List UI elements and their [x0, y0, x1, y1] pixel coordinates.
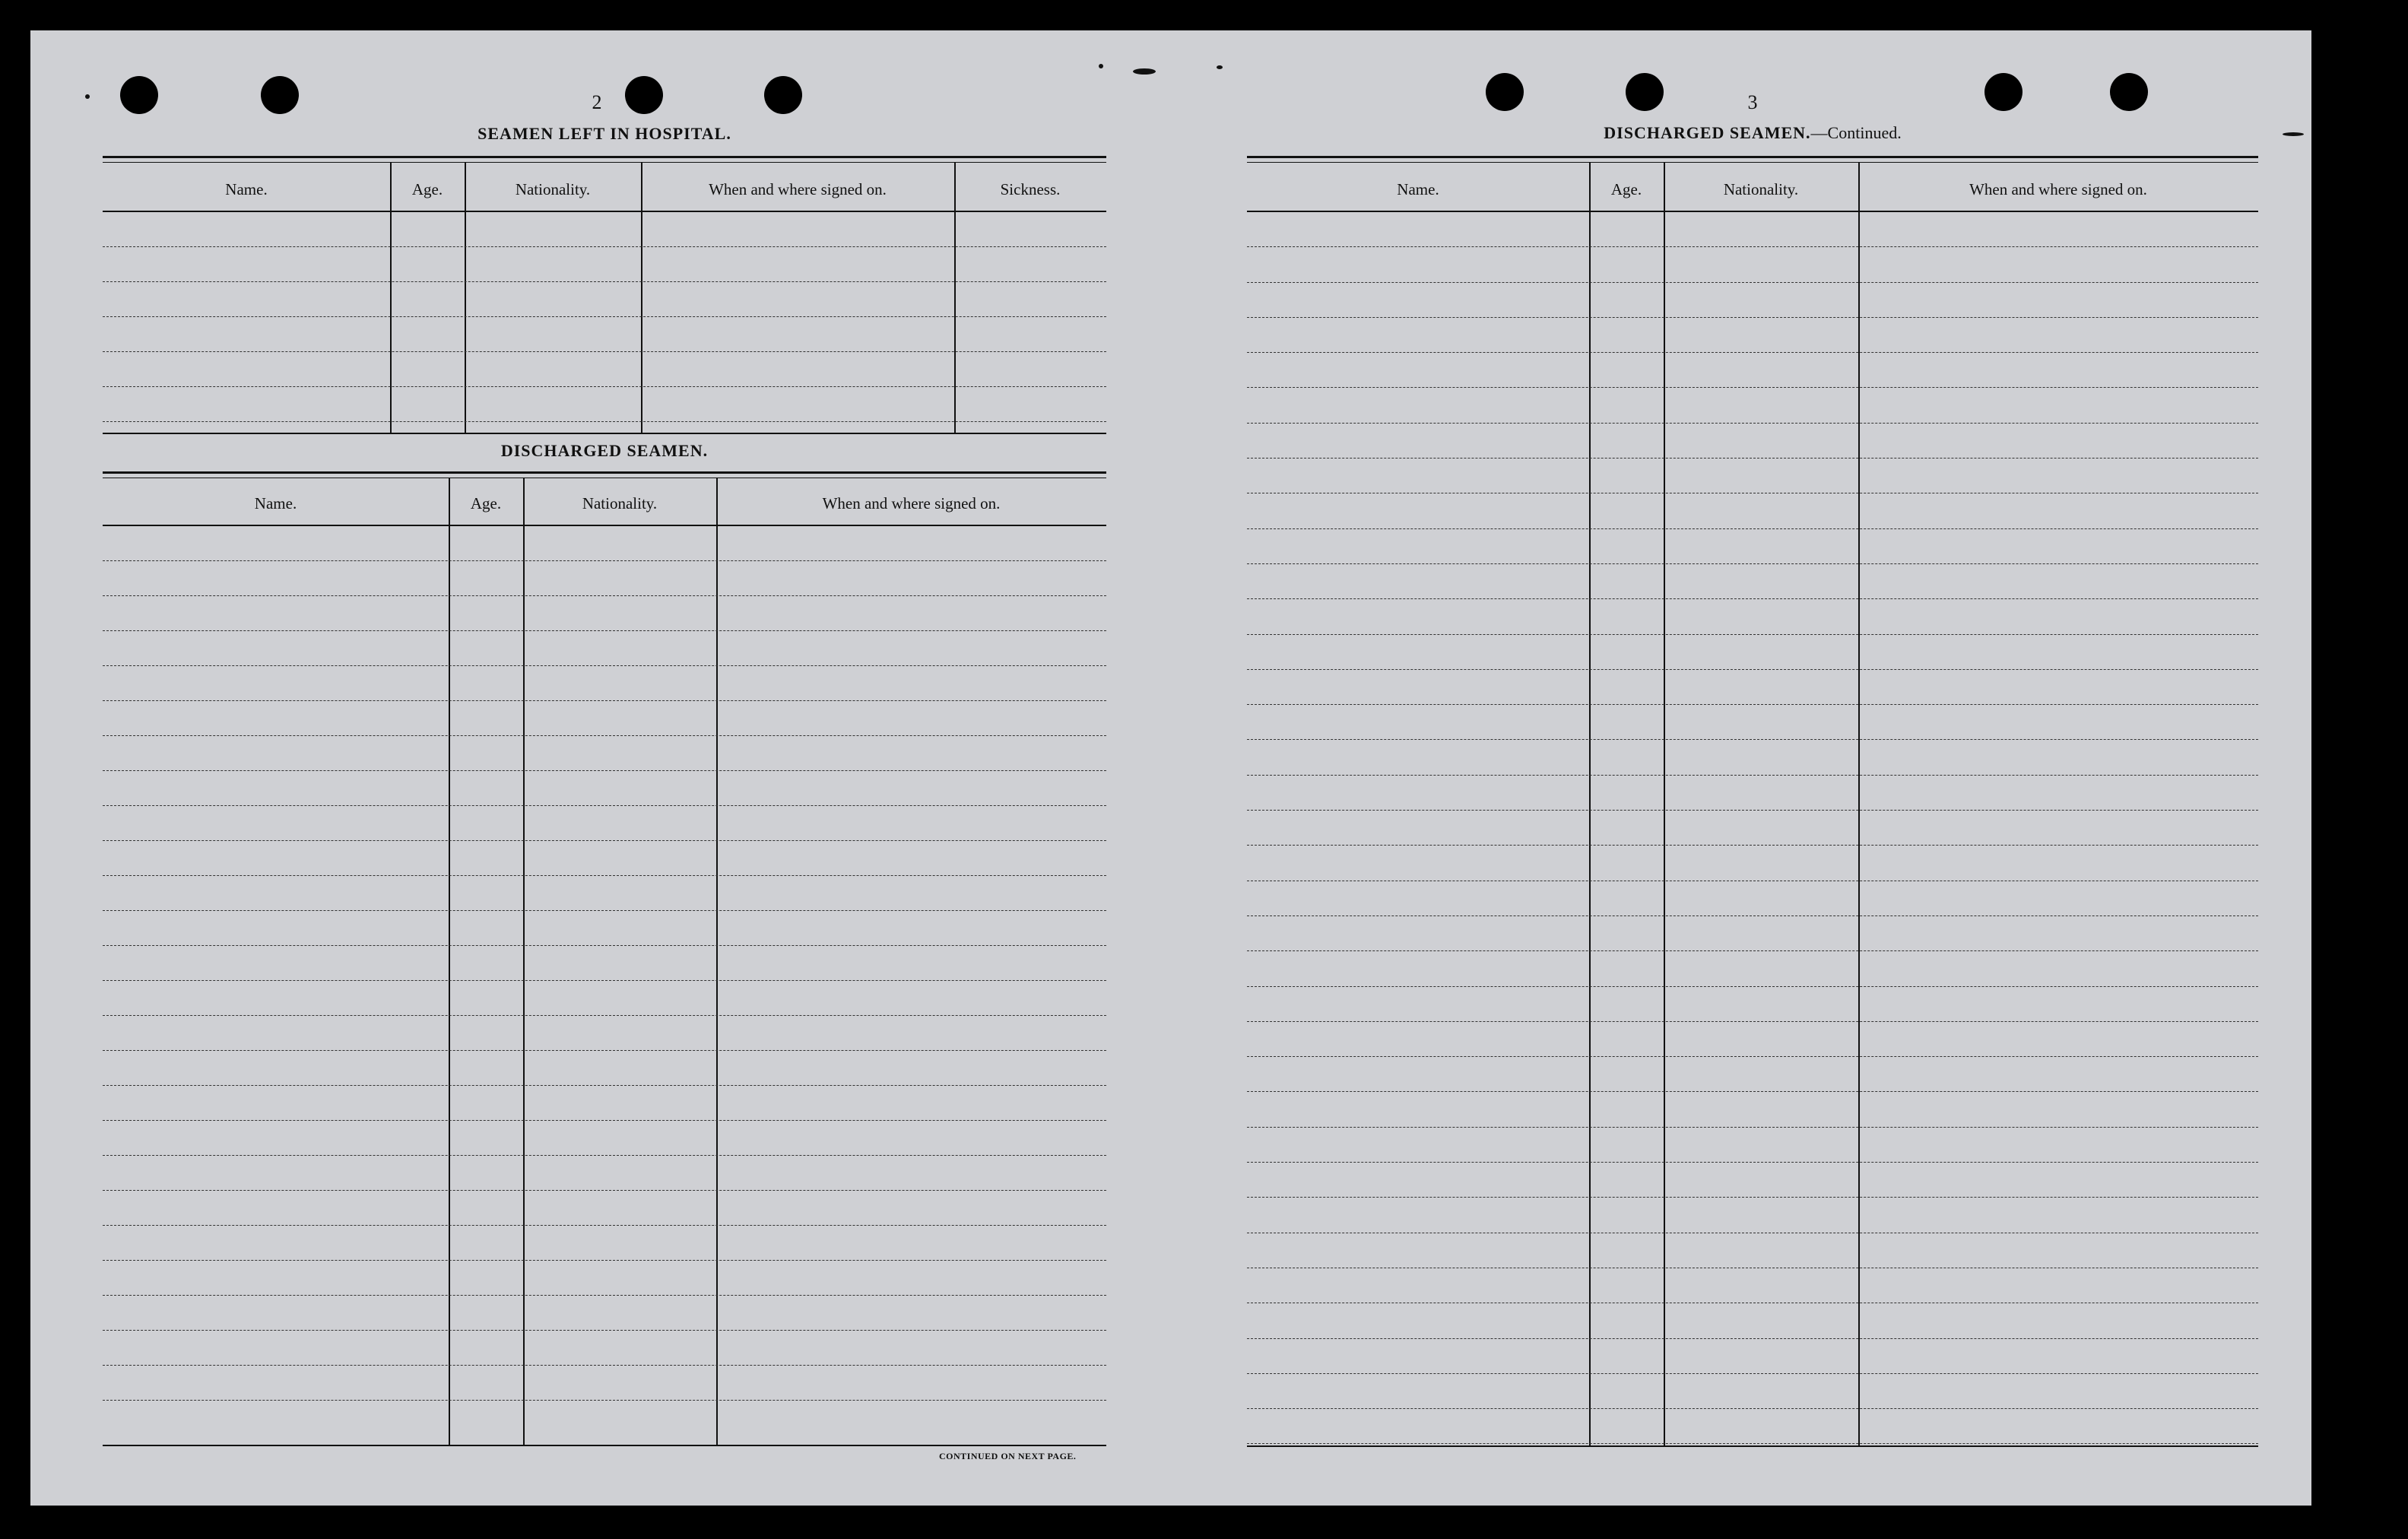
ruled-row: [1247, 1198, 2258, 1233]
discharged-continued-title-main: DISCHARGED SEAMEN.: [1604, 123, 1811, 142]
ruled-row: [103, 1121, 1106, 1156]
col-header-age: Age.: [411, 180, 443, 198]
ruled-row: [103, 1156, 1106, 1191]
ruled-row: [1247, 916, 2258, 951]
ruled-row: [1247, 459, 2258, 493]
col-header-name: Name.: [225, 180, 268, 198]
page-number: 2: [592, 91, 602, 113]
ruled-row: [1247, 212, 2258, 247]
ink-speck: [2283, 132, 2304, 136]
ruled-row: [1247, 1057, 2258, 1092]
ruled-row: [103, 1366, 1106, 1401]
col-header-signed-on: When and where signed on.: [709, 180, 887, 198]
ruled-row: [1247, 564, 2258, 599]
ruled-row: [1247, 1374, 2258, 1409]
col-header-name: Name.: [254, 494, 297, 512]
ruled-row: [1247, 951, 2258, 986]
page-number: 3: [1747, 91, 1758, 113]
ruled-row: [103, 771, 1106, 806]
ruled-row: [103, 876, 1106, 911]
ruled-row: [103, 631, 1106, 666]
ruled-row: [103, 317, 1106, 352]
ruled-row: [1247, 1268, 2258, 1303]
ruled-row: [103, 526, 1106, 561]
ruled-row: [103, 736, 1106, 771]
ruled-row: [1247, 635, 2258, 670]
ruled-row: [103, 1296, 1106, 1331]
ruled-row: [103, 352, 1106, 387]
ruled-row: [103, 387, 1106, 422]
ruled-row: [1247, 424, 2258, 459]
ruled-row: [103, 701, 1106, 736]
ruled-row: [1247, 388, 2258, 423]
col-header-nationality: Nationality.: [515, 180, 591, 198]
ruled-row: [103, 212, 1106, 247]
ruled-row: [103, 1226, 1106, 1261]
discharged-section-title: DISCHARGED SEAMEN.: [500, 441, 709, 460]
ink-speck: [1217, 65, 1223, 69]
ruled-row: [1247, 1092, 2258, 1127]
col-header-age: Age.: [1610, 180, 1642, 198]
ink-speck: [85, 94, 90, 99]
ruled-row: [1247, 740, 2258, 775]
ruled-row: [1247, 1128, 2258, 1163]
ruled-row: [1247, 318, 2258, 353]
hospital-rows: [103, 212, 1106, 422]
ruled-row: [1247, 811, 2258, 846]
hospital-table: [103, 156, 1106, 433]
discharged-continued-rows: [1247, 212, 2258, 1444]
ruled-row: [1247, 846, 2258, 881]
ruled-row: [1247, 1233, 2258, 1268]
continued-note: CONTINUED ON NEXT PAGE.: [939, 1451, 1077, 1461]
col-header-age: Age.: [470, 494, 502, 512]
ruled-row: [1247, 529, 2258, 564]
ruled-row: [103, 1261, 1106, 1296]
ruled-row: [1247, 283, 2258, 318]
ruled-row: [103, 981, 1106, 1016]
ruled-row: [1247, 1163, 2258, 1198]
hospital-section-title: SEAMEN LEFT IN HOSPITAL.: [477, 124, 731, 143]
left-page: [103, 30, 1106, 1506]
ruled-row: [103, 1331, 1106, 1366]
ruled-row: [1247, 493, 2258, 528]
ruled-row: [103, 806, 1106, 841]
ruled-row: [1247, 1339, 2258, 1374]
right-page: [1247, 30, 2273, 1506]
discharged-continued-table: [1247, 156, 2258, 1445]
ruled-row: [103, 841, 1106, 876]
col-header-signed-on: When and where signed on.: [822, 494, 1001, 512]
discharged-table: [103, 471, 1106, 1445]
ruled-row: [103, 1016, 1106, 1051]
col-header-name: Name.: [1397, 180, 1439, 198]
continued-suffix: —Continued.: [1810, 123, 1902, 142]
ruled-row: [103, 946, 1106, 981]
ruled-row: [103, 911, 1106, 946]
ruled-row: [103, 1191, 1106, 1226]
ruled-row: [1247, 247, 2258, 282]
ruled-row: [103, 247, 1106, 282]
ruled-row: [103, 561, 1106, 596]
ruled-row: [1247, 987, 2258, 1022]
col-header-nationality: Nationality.: [582, 494, 658, 512]
ruled-row: [103, 596, 1106, 631]
col-header-nationality: Nationality.: [1723, 180, 1799, 198]
ruled-row: [1247, 776, 2258, 811]
ruled-row: [1247, 1409, 2258, 1444]
ruled-row: [1247, 1303, 2258, 1338]
ruled-row: [1247, 705, 2258, 740]
ruled-row: [103, 1051, 1106, 1086]
ink-speck: [1133, 68, 1156, 75]
ruled-row: [1247, 1022, 2258, 1057]
discharged-continued-title: [1247, 123, 2258, 143]
col-header-signed-on: When and where signed on.: [1969, 180, 2147, 198]
col-header-sickness: Sickness.: [1000, 180, 1061, 198]
ruled-row: [1247, 353, 2258, 388]
discharged-rows: [103, 526, 1106, 1401]
ruled-row: [1247, 599, 2258, 634]
ruled-row: [1247, 881, 2258, 916]
ruled-row: [1247, 670, 2258, 705]
ledger-sheet: [30, 30, 2311, 1506]
ruled-row: [103, 666, 1106, 701]
ruled-row: [103, 282, 1106, 317]
ruled-row: [103, 1086, 1106, 1121]
